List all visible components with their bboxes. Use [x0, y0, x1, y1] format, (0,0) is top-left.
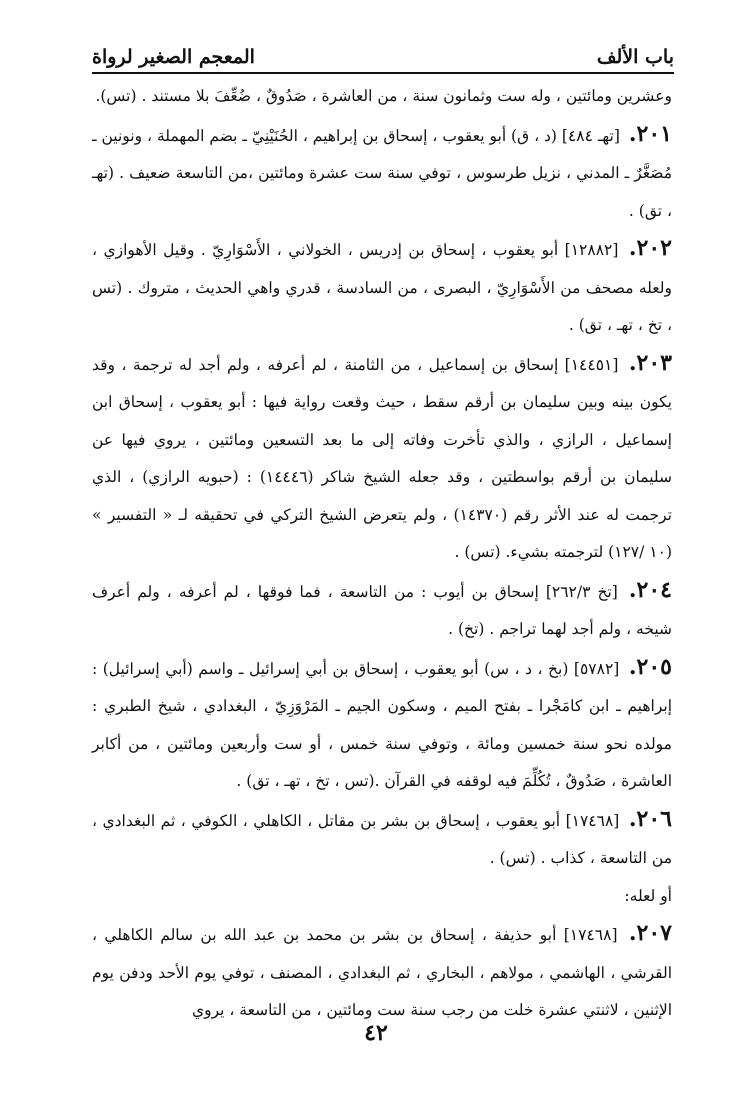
entry-text: [تهـ ٤٨٤] (د ، ق) أبو يعقوب ، إسحاق بن إبراهيم ، الحُنَيْنِيّ ـ بضم المهملة ، ونونين ـ مُصَغَّرٌ ـ المدني ، نزيل طرسوس ، توفي سنة ست عشرة ومائتين ،من التاسعة ضعيف . (تهـ ، تق) .: [92, 126, 672, 220]
entry-text: [٥٧٨٢] (بخ ، د ، س) أبو يعقوب ، إسحاق بن أبي إسرائيل ـ واسم (أبي إسرائيل) : إبراهيم ـ ابن كامَجْرا ـ بفتح الميم ، وسكون الجيم ـ المَرْوَزِيّ ، البغدادي ، شيخ الطبري : مولده نحو سنة خمسين ومائة ، وتوفي سنة خمس ، أو ست وأربعين ومائتين ، من أكابر العاشرة ، صَدُوقٌ ، تُكُلِّمَ فيه لوقفه في القرآن .(تس ، تخ ، تهـ ، تق) .: [92, 659, 672, 790]
entry-201: [92, 116, 672, 231]
entry-text: [١٧٤٦٨] أبو حذيفة ، إسحاق بن بشر بن محمد بن عبد الله بن سالم الكاهلي ، القرشي ، الهاشمي ، مولاهم ، البخاري ، ثم البغدادي ، المصنف ، توفي يوم الأحد ودفن يوم الإثنين ، لاثنتي عشرة خلت من رجب سنة ست ومائتين ، من التاسعة ، يروي: [92, 926, 672, 1019]
entry-number: ٢٠٥.: [628, 653, 672, 680]
entry-text: [١٤٤٥١] إسحاق بن إسماعيل ، من الثامنة ، لم أعرفه ، ولم أجد له ترجمة ، وقد يكون بينه وبين سليمان بن أرقم سقط ، حيث وقعت رواية فيها : أبو يعقوب ، إسحاق ابن إسماعيل ، الرازي ، والذي تأخرت وفاته إلى ما بعد التسعين ومائتين ، يروي فيها عن سليمان بن أرقم بواسطتين ، وقد جعله الشيخ شاكر (١٤٤٤٦) : (حبويه الرازي) ، الذي ترجمت له عند الأثر رقم (١٤٣٧٠) ، ولم يتعرض الشيخ التركي في تحقيقه لـ « التفسير » (١٠ /١٢٧) لترجمته بشيء. (تس) .: [92, 355, 672, 561]
entry-204: [92, 572, 672, 649]
entry-text: [١٧٤٦٨] أبو يعقوب ، إسحاق بن بشر بن مقاتل ، الكاهلي ، الكوفي ، ثم البغدادي ، من التاسعة ، كذاب . (تس) .: [92, 811, 672, 867]
entry-number: ٢٠١.: [628, 120, 672, 147]
aside-text: أو لعله:: [624, 886, 672, 905]
entry-202: [92, 230, 672, 345]
running-header: [92, 32, 674, 68]
entry-text: [١٢٨٨٢] أبو يعقوب ، إسحاق بن إدريس ، الخولاني ، الأَسْوَارِيّ . وقيل الأهوازي ، ولعله مصحف من الأَسْوَارِيّ ، البصرى ، من السادسة ، قدري واهي الحديث ، متروك . (تس ، تخ ، تهـ ، تق) .: [92, 241, 672, 334]
header-rule: [92, 72, 674, 74]
entry-203: [92, 345, 672, 572]
entry-number: ٢٠٣.: [628, 349, 672, 376]
aside-note: [92, 878, 672, 916]
entry-number: ٢٠٧.: [628, 920, 672, 946]
entry-text: [تخ ٢٦٢/٣] إسحاق بن أيوب : من التاسعة ، فما فوقها ، لم أعرفه ، ولم أعرف شيخه ، ولم أجد لهما تراجم . (تخ) .: [92, 582, 672, 638]
entry-number: ٢٠٢.: [628, 235, 672, 261]
book-title: المعجم الصغير لرواة: [92, 46, 255, 68]
entry-206: [92, 801, 672, 878]
entry-205: [92, 649, 672, 801]
continuation-paragraph: وعشرين ومائتين ، وله ست وثمانون سنة ، من العاشرة ، صَدُوقٌ ، ضُعِّفَ بلا مستند . (تس).: [95, 87, 672, 105]
chapter-title: باب الألف: [596, 46, 674, 68]
entry-207: [92, 915, 672, 1030]
page-number: ٤٢: [364, 1020, 388, 1046]
body-text: [92, 78, 672, 1030]
entry-number: ٢٠٤.: [628, 576, 672, 603]
entry-number: ٢٠٦.: [628, 805, 672, 832]
